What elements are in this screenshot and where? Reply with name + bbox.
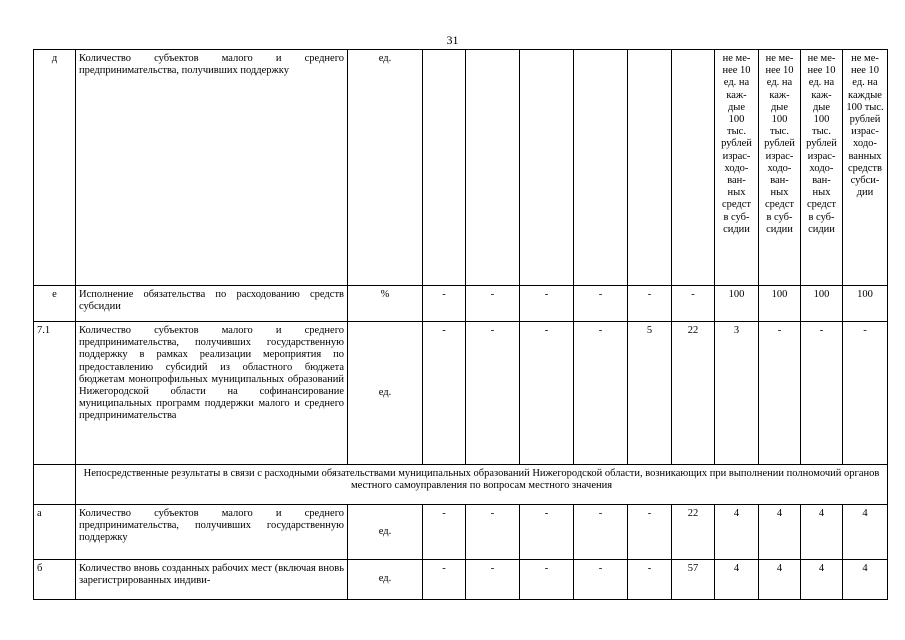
value-cell: -	[628, 505, 672, 560]
unit-cell: %	[348, 286, 423, 322]
value-cell: 3	[715, 322, 759, 465]
value-cell: 100	[715, 286, 759, 322]
value-cell: -	[423, 560, 466, 600]
value-cell: -	[628, 560, 672, 600]
indicator-text: Количество субъектов малого и среднего предпринимательства, получивших государственную поддержку в рамках реализации мероприятия по предоставлению субсидий из областного бюджета бюджетам монопрофильных муниципальных образований Нижегородской области на софинансирование муниципальных программ поддержки малого и среднего предпринимательства	[76, 322, 348, 465]
value-cell: -	[672, 286, 715, 322]
value-cell: 4	[801, 560, 843, 600]
value-cell: -	[466, 505, 520, 560]
value-cell: -	[466, 322, 520, 465]
value-cell: 100	[759, 286, 801, 322]
value-cell: -	[466, 560, 520, 600]
table-row	[34, 50, 888, 286]
indicator-text: Количество субъектов малого и среднего предпринимательства, получивших поддержку	[76, 50, 348, 286]
value-cell: -	[423, 322, 466, 465]
value-cell: 4	[759, 560, 801, 600]
value-cell: -	[520, 322, 574, 465]
value-cell: -	[423, 286, 466, 322]
section-row	[34, 465, 888, 505]
value-cell: 4	[843, 560, 888, 600]
empty-cell	[466, 50, 520, 286]
value-cell: 57	[672, 560, 715, 600]
empty-cell	[423, 50, 466, 286]
table-row	[34, 322, 888, 465]
value-cell: 4	[715, 505, 759, 560]
unit-cell: ед.	[348, 322, 423, 465]
row-number: е	[34, 286, 76, 322]
value-cell: 22	[672, 322, 715, 465]
value-cell: -	[801, 322, 843, 465]
indicators-table	[33, 49, 888, 600]
empty-cell	[34, 465, 76, 505]
value-cell: 100	[843, 286, 888, 322]
target-cell: не ме- нее 10 ед. на каж- дые 100 тыс. рублей израс- ходо- ван- ных средст в суб- сидии	[715, 50, 759, 286]
value-cell: -	[520, 560, 574, 600]
table-row	[34, 560, 888, 600]
unit-cell: ед.	[348, 560, 423, 600]
value-cell: -	[520, 505, 574, 560]
value-cell: -	[423, 505, 466, 560]
empty-cell	[628, 50, 672, 286]
row-number: 7.1	[34, 322, 76, 465]
value-cell: 5	[628, 322, 672, 465]
value-cell: 22	[672, 505, 715, 560]
value-cell: -	[574, 322, 628, 465]
indicator-text: Количество субъектов малого и среднего предпринимательства, получивших государственную поддержку	[76, 505, 348, 560]
empty-cell	[672, 50, 715, 286]
value-cell: -	[628, 286, 672, 322]
value-cell: -	[574, 286, 628, 322]
value-cell: -	[466, 286, 520, 322]
page-number: 31	[446, 33, 459, 47]
section-heading: Непосредственные результаты в связи с расходными обязательствами муниципальных образований Нижегородской области, возникающих при выполнении полномочий органов местного самоуправления по вопросам местного значения	[76, 465, 888, 505]
table-row	[34, 505, 888, 560]
unit-cell: ед.	[348, 50, 423, 286]
value-cell: 4	[801, 505, 843, 560]
value-cell: 100	[801, 286, 843, 322]
indicator-text: Исполнение обязательства по расходованию средств субсидии	[76, 286, 348, 322]
table-row	[34, 286, 888, 322]
empty-cell	[520, 50, 574, 286]
value-cell: -	[843, 322, 888, 465]
row-number: д	[34, 50, 76, 286]
value-cell: -	[574, 560, 628, 600]
value-cell: -	[574, 505, 628, 560]
unit-cell: ед.	[348, 505, 423, 560]
target-cell: не ме- нее 10 ед. на каж- дые 100 тыс. рублей израс- ходо- ван- ных средст в суб- сидии	[759, 50, 801, 286]
value-cell: 4	[843, 505, 888, 560]
indicator-text: Количество вновь созданных рабочих мест (включая вновь зарегистрированных индиви-	[76, 560, 348, 600]
value-cell: -	[520, 286, 574, 322]
value-cell: -	[759, 322, 801, 465]
value-cell: 4	[759, 505, 801, 560]
row-number: а	[34, 505, 76, 560]
empty-cell	[574, 50, 628, 286]
target-cell: не ме- нее 10 ед. на каж- дые 100 тыс. рублей израс- ходо- ван- ных средст в суб- сидии	[801, 50, 843, 286]
target-cell: не ме- нее 10 ед. на каждые 100 тыс. рублей израс- ходо- ванных средств субси- дии	[843, 50, 888, 286]
row-number: б	[34, 560, 76, 600]
value-cell: 4	[715, 560, 759, 600]
